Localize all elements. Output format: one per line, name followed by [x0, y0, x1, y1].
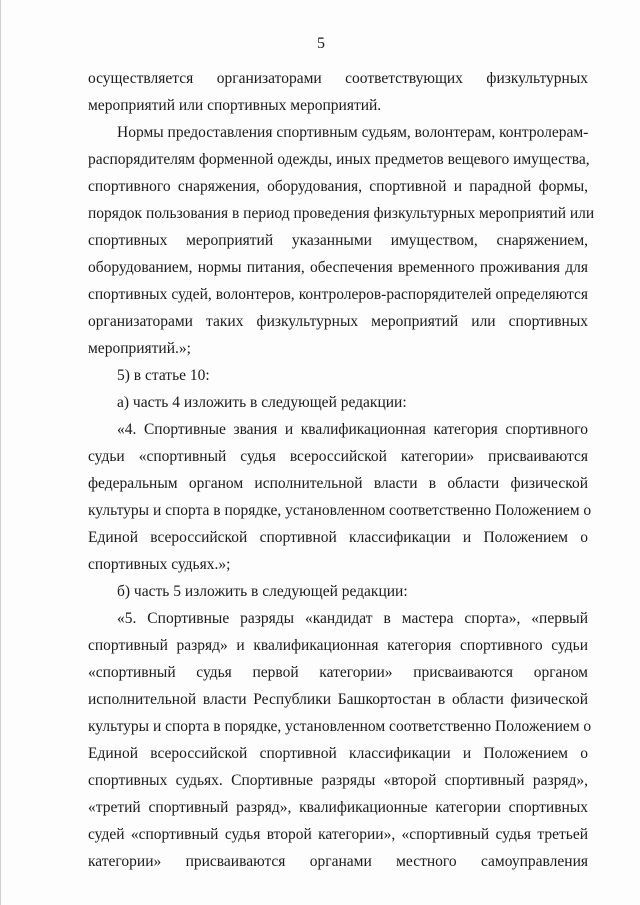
text-line: спортивных мероприятий указанными имуществом, снаряжением,: [88, 232, 588, 249]
text-line: мероприятий или спортивных мероприятий.: [88, 97, 382, 114]
text-line: спортивного снаряжения, оборудования, спортивной и парадной формы,: [88, 178, 588, 195]
text-line: культуры и спорта в порядке, установленном соответственно Положением о: [88, 718, 592, 735]
text-line: распорядителям форменной одежды, иных предметов вещевого имущества,: [88, 151, 590, 168]
text-line: категории» присваиваются органами местного самоуправления: [88, 853, 588, 870]
text-line: мероприятий.»;: [88, 340, 191, 357]
text-line: «третий спортивный разряд», квалификационные категории спортивных: [88, 799, 588, 816]
text-line: 5) в статье 10:: [117, 367, 210, 384]
text-line: оборудованием, нормы питания, обеспечения временного проживания для: [88, 259, 588, 276]
text-line: Единой всероссийской спортивной классификации и Положением о: [88, 745, 588, 762]
text-line: судей «спортивный судья второй категории», «спортивный судья третьей: [88, 826, 588, 843]
text-line: спортивных судьях. Спортивные разряды «второй спортивный разряд»,: [88, 772, 588, 789]
text-line: спортивных судей, волонтеров, контролеров-распорядителей определяются: [88, 286, 588, 303]
text-line: «5. Спортивные разряды «кандидат в мастера спорта», «первый: [117, 610, 588, 627]
text-line: «4. Спортивные звания и квалификационная категория спортивного: [117, 421, 588, 438]
text-line: спортивных судьях.»;: [88, 556, 231, 573]
text-line: федеральным органом исполнительной власти в области физической: [88, 475, 588, 492]
text-line: порядок пользования в период проведения физкультурных мероприятий или: [88, 205, 595, 222]
text-line: судьи «спортивный судья всероссийской категории» присваиваются: [88, 448, 588, 465]
text-line: а) часть 4 изложить в следующей редакции:: [117, 394, 407, 411]
text-line: Единой всероссийской спортивной классификации и Положением о: [88, 529, 588, 546]
text-line: «спортивный судья первой категории» присваиваются органом: [88, 664, 588, 681]
text-line: Нормы предоставления спортивным судьям, волонтерам, контролерам-: [117, 124, 589, 141]
page-number: 5: [317, 35, 325, 52]
text-line: осуществляется организаторами соответствующих физкультурных: [88, 70, 588, 87]
text-line: культуры и спорта в порядке, установленном соответственно Положением о: [88, 502, 592, 519]
text-line: спортивный разряд» и квалификационная категория спортивного судьи: [88, 637, 588, 654]
text-line: организаторами таких физкультурных мероприятий или спортивных: [88, 313, 588, 330]
text-line: исполнительной власти Республики Башкортостан в области физической: [88, 691, 588, 708]
text-line: б) часть 5 изложить в следующей редакции:: [117, 583, 408, 600]
